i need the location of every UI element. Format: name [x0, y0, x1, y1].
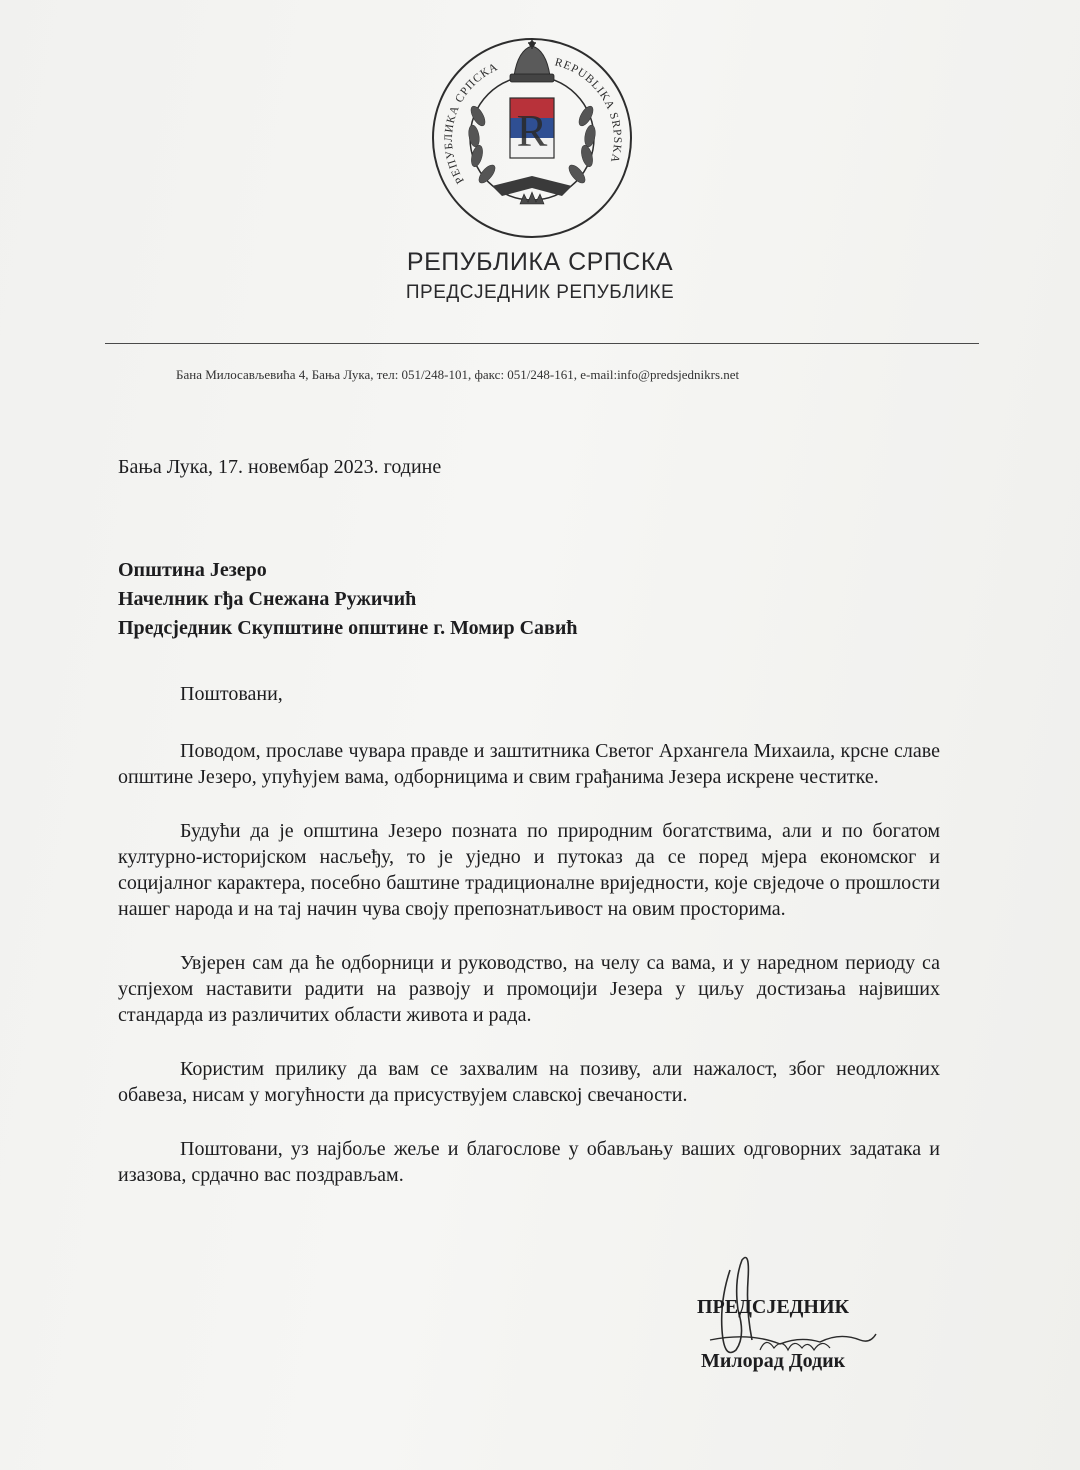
tricolor-shield — [510, 98, 554, 158]
body-paragraph: Будући да је општина Језеро позната по природним богатствима, али и по богатом културно-историјском насљеђу, то је уједно и путоказ да се поред мјера економског и социјалног карактера, посебно баштине традиционалне вриједности, које свједоче о прошлости нашег народа и на тај начин чува своју препознатљивост на овим просторима. — [118, 820, 940, 920]
svg-text:R: R — [516, 105, 548, 156]
coat-of-arms-seal — [430, 36, 634, 240]
svg-text:РЕПУБЛИКА СРПСКА: РЕПУБЛИКА СРПСКА — [442, 60, 501, 186]
salutation: Поштовани, — [180, 683, 283, 705]
body-paragraph: Користим прилику да вам се захвалим на позиву, али нажалост, због неодложних обавеза, нисам у могућности да присуствујем славској свечаности. — [118, 1058, 940, 1106]
recipients-block — [118, 556, 577, 643]
header-address: Бана Милосављевића 4, Бања Лука, тел: 051/248-101, факс: 051/248-161, e-mail:info@predsjednikrs.net — [176, 367, 740, 382]
body-paragraph: Поводом, прославе чувара правде и заштитника Светог Архангела Михаила, крсне славе општине Језеро, упућујем вама, одборницима и свим грађанима Језера искрене честитке. — [118, 740, 940, 788]
svg-text:REPUBLIKA SRPSKA: REPUBLIKA SRPSKA — [553, 56, 624, 165]
letter-body — [118, 738, 940, 1216]
body-paragraph: Поштовани, уз најбоље жеље и благослове у обављању ваших одговорних задатака и изазова, срдачно вас поздрављам. — [118, 1138, 940, 1186]
crown-icon — [510, 39, 554, 82]
body-paragraph: Увјерен сам да ће одборници и руководство, на челу са вама, и у наредном периоду са успјехом наставити радити на развоју и промоцији Језера у циљу достизања највиших стандарда из различитих области живота и рада. — [118, 952, 940, 1026]
letter-date: Бања Лука, 17. новембар 2023. године — [118, 456, 442, 478]
recipient-line: Општина Језеро — [118, 559, 267, 581]
signature-title: ПРЕДСЈЕДНИК — [697, 1296, 850, 1318]
header-divider — [105, 343, 979, 344]
signature-name: Милорад Додик — [701, 1350, 846, 1372]
recipient-line: Начелник гђа Снежана Ружичић — [118, 588, 417, 610]
recipient-line: Предсједник Скупштине општине г. Момир Савић — [118, 617, 578, 639]
header-title: РЕПУБЛИКА СРПСКА — [406, 248, 674, 276]
header-subtitle: ПРЕДСЈЕДНИК РЕПУБЛИКЕ — [405, 282, 675, 303]
